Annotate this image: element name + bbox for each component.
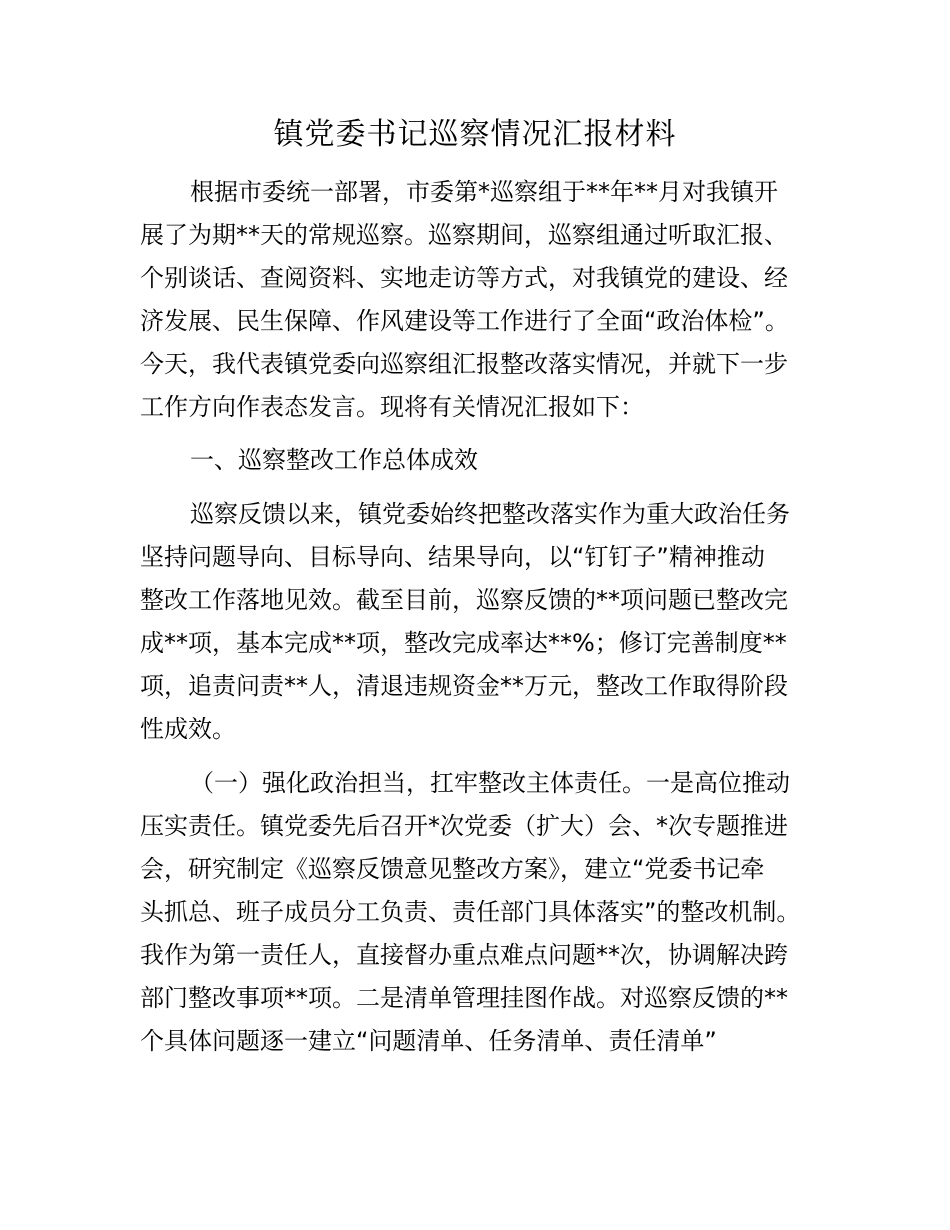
paragraph-line: 巡察反馈以来，镇党委始终把整改落实作为重大政治任务 [190, 500, 790, 528]
paragraph-line: 个别谈话、查阅资料、实地走访等方式，对我镇党的建设、经 [140, 264, 788, 292]
paragraph-line: 压实责任。镇党委先后召开*次党委（扩大）会、*次专题推进 [140, 812, 788, 840]
subsection-line: （一）强化政治担当，扛牢整改主体责任。一是高位推动 [190, 769, 790, 797]
paragraph-line: 根据市委统一部署，市委第*巡察组于**年**月对我镇开 [190, 178, 778, 206]
section-heading: 一、巡察整改工作总体成效 [190, 446, 478, 474]
paragraph-line: 项，追责问责**人，清退违规资金**万元，整改工作取得阶段 [140, 672, 788, 700]
document-title: 镇党委书记巡察情况汇报材料 [273, 117, 677, 152]
paragraph-line: 展了为期**天的常规巡察。巡察期间，巡察组通过听取汇报、 [140, 221, 788, 249]
paragraph-line: 会，研究制定《巡察反馈意见整改方案》，建立“党委书记牵 [140, 855, 765, 883]
paragraph-line: 整改工作落地见效。截至目前，巡察反馈的**项问题已整改完 [140, 586, 788, 614]
paragraph-line: 今天，我代表镇党委向巡察组汇报整改落实情况，并就下一步 [140, 350, 788, 378]
paragraph-line: 我作为第一责任人，直接督办重点难点问题**次，协调解决跨 [140, 941, 788, 969]
paragraph-line: 工作方向作表态发言。现将有关情况汇报如下： [140, 393, 644, 421]
paragraph-line: 性成效。 [140, 715, 236, 743]
paragraph-line: 部门整改事项**项。二是清单管理挂图作战。对巡察反馈的** [140, 984, 788, 1012]
paragraph-line: 济发展、民生保障、作风建设等工作进行了全面“政治体检”。 [140, 307, 789, 335]
paragraph-line: 坚持问题导向、目标导向、结果导向，以“钉钉子”精神推动 [140, 543, 765, 571]
paragraph-line: 成**项，基本完成**项，整改完成率达**%；修订完善制度** [140, 629, 787, 657]
paragraph-line: 头抓总、班子成员分工负责、责任部门具体落实”的整改机制。 [140, 898, 801, 926]
paragraph-line: 个具体问题逐一建立“问题清单、任务清单、责任清单” [140, 1027, 717, 1055]
